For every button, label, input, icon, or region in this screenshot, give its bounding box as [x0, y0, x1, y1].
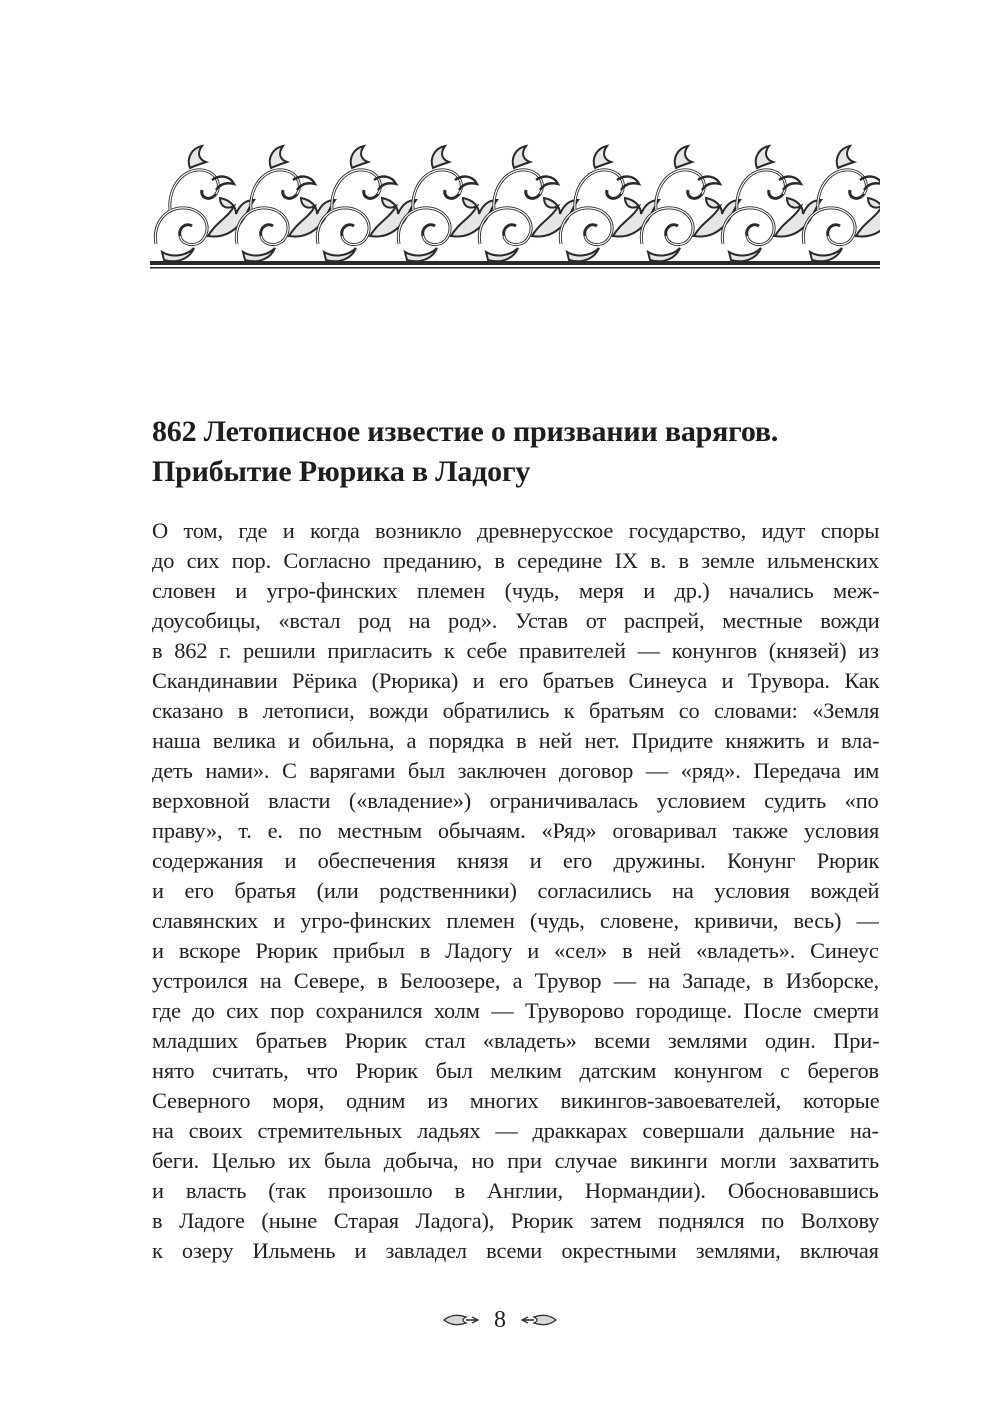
body-line: нято считать, что Рюрик был мелким датским конунгом с берегов — [152, 1058, 879, 1083]
body-line: деть нами». С варягами был заключен договор — «ряд». Передача им — [152, 758, 880, 783]
body-line: где до сих пор сохранился холм — Труворово городище. После смерти — [152, 998, 879, 1023]
article-body — [152, 516, 879, 1266]
body-line: славянских и угро-финских племен (чудь, словене, кривичи, весь) — — [152, 908, 879, 933]
body-line: Северного моря, одним из многих викингов-завоевателей, которые — [152, 1088, 880, 1113]
body-line: доусобицы, «встал род на род». Устав от распрей, местные вожди — [152, 608, 880, 633]
body-line: младших братьев Рюрик стал «владеть» всеми землями один. При- — [152, 1028, 880, 1053]
body-line: и власть (так произошло в Англии, Нормандии). Обосновавшись — [152, 1178, 879, 1203]
body-line: О том, где и когда возникло древнерусское государство, идут споры — [152, 518, 880, 543]
body-line: содержания и обеспечения князя и его дружины. Конунг Рюрик — [152, 848, 880, 873]
section-title-line-1: 862 Летописное известие о призвании варягов. — [152, 415, 779, 448]
body-line: словен и угро-финских племен (чудь, меря и др.) начались меж- — [152, 578, 880, 603]
body-line: устроился на Севере, в Белоозере, а Трувор — на Западе, в Изборске, — [152, 968, 879, 993]
body-line: беги. Целью их была добыча, но при случае викинги могли захватить — [152, 1148, 880, 1173]
left-fleuron-icon — [442, 1313, 480, 1327]
section-title — [152, 412, 882, 492]
body-line: в 862 г. решили пригласить к себе правителей — конунгов (князей) из — [152, 638, 879, 663]
body-line: Скандинавии Рёрика (Рюрика) и его братьев Синеуса и Трувора. Как — [152, 668, 880, 693]
body-line: наша велика и обильна, а порядка в ней нет. Придите княжить и вла- — [152, 728, 880, 753]
body-line: верховной власти («владение») ограничивалась условием судить «по — [152, 788, 879, 813]
right-fleuron-icon — [520, 1313, 558, 1327]
page-number: 8 — [494, 1307, 506, 1333]
body-line: до сих пор. Согласно преданию, в середине IX в. в земле ильменских — [152, 548, 879, 573]
body-line: и его братья (или родственники) согласились на условия вождей — [152, 878, 880, 903]
body-line: к озеру Ильмень и завладел всеми окрестными землями, включая — [152, 1238, 879, 1263]
body-line: в Ладоге (ныне Старая Ладога), Рюрик затем поднялся по Волхову — [152, 1208, 880, 1233]
body-line: праву», т. е. по местным обычаям. «Ряд» оговаривал также условия — [152, 818, 880, 843]
floral-vine-ornament-icon — [150, 140, 880, 272]
body-line: и вскоре Рюрик прибыл в Ладогу и «сел» в ней «владеть». Синеус — [152, 938, 879, 963]
section-title-line-2: Прибытие Рюрика в Ладогу — [152, 455, 531, 488]
body-line: на своих стремительных ладьях — драккарах совершали дальние на- — [152, 1118, 879, 1143]
body-line: сказано в летописи, вожди обратились к братьям со словами: «Земля — [152, 698, 880, 723]
page-footer — [0, 1302, 1000, 1338]
